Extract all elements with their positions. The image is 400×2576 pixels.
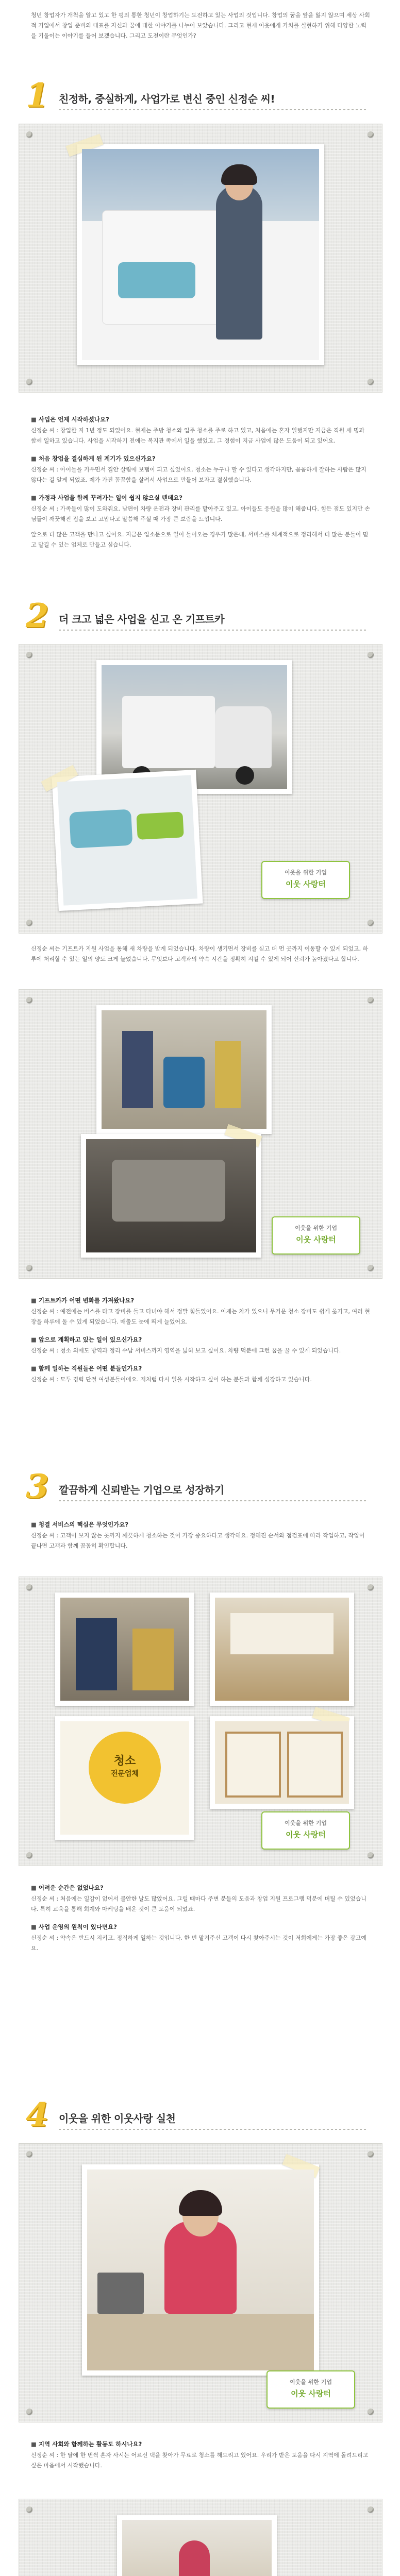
answer: 신정순 씨 : 한 달에 한 번씩 혼자 사시는 어르신 댁을 찾아가 무료로 청소를 해드리고 있어요. 우리가 받은 도움을 다시 지역에 돌려드리고 싶은 마음에서 시작했습니다. bbox=[31, 2452, 369, 2469]
logo-name: 이웃 사랑터 bbox=[286, 1830, 326, 1839]
logo-tagline: 이웃을 위한 기업 bbox=[284, 1820, 327, 1826]
answer: 신정순 씨 : 고객이 보지 않는 곳까지 깨끗하게 청소하는 것이 가장 중요하다고 생각해요. 정해진 순서와 점검표에 따라 작업하고, 작업이 끝나면 고객과 함께 꼼꼼히 확인합니다. bbox=[31, 1532, 365, 1549]
pin-icon bbox=[26, 2409, 32, 2415]
photo-image bbox=[215, 1721, 349, 1804]
photo-board-4 bbox=[19, 1577, 382, 1866]
section-3-intro bbox=[31, 1512, 371, 1556]
photo-van-logo bbox=[52, 770, 203, 911]
pin-icon bbox=[26, 652, 32, 658]
logo-tagline: 이웃을 위한 기업 bbox=[294, 1225, 338, 1231]
divider bbox=[59, 630, 368, 631]
question: ■ 앞으로 계획하고 있는 일이 있으신가요? bbox=[31, 1334, 371, 1345]
logo-tagline: 이웃을 위한 기업 bbox=[284, 869, 327, 876]
photo-storage bbox=[55, 1592, 194, 1706]
photo-cleaning-floor bbox=[117, 2515, 277, 2576]
section-3-body bbox=[31, 1875, 371, 1959]
company-logo bbox=[261, 1811, 350, 1850]
pin-icon bbox=[26, 2506, 32, 2513]
section-title: 깔끔하게 신뢰받는 기업으로 성장하기 bbox=[59, 1484, 224, 1496]
section-2-body bbox=[31, 943, 371, 970]
pin-icon bbox=[26, 379, 32, 385]
pin-icon bbox=[368, 920, 374, 926]
photo-woman-at-desk bbox=[82, 2164, 319, 2376]
photo-image bbox=[86, 1139, 256, 1252]
pin-icon bbox=[368, 997, 374, 1003]
intro-text: 청년 창업자가 개척을 알고 있고 한 평의 통한 청년이 창업하기는 도전하고 있는 사업의 것입니다. 창업의 꿈을 앞을 잃지 않으며 세상 사회적 기업에서 창업 준비의 대표를 자신과 꿈에 대한 이야기를 나누어 보았습니다. 그리고 현재 이웃에게 가치를 실현하기 위해 다양한 노력을 기울이는 이야기를 들어 보겠습니다. 그리고 도전이란 무엇인가? bbox=[31, 12, 370, 39]
photo-image bbox=[122, 2520, 272, 2576]
pin-icon bbox=[26, 997, 32, 1003]
badge-subtitle: 전문업체 bbox=[110, 1770, 139, 1778]
logo-tagline: 이웃을 위한 기업 bbox=[289, 2379, 332, 2385]
answer: 신정순 씨 : 약속은 반드시 지키고, 정직하게 일하는 것입니다. 한 번 맡겨주신 고객이 다시 찾아주시는 것이 저희에게는 가장 좋은 광고예요. bbox=[31, 1935, 366, 1952]
pin-icon bbox=[26, 131, 32, 138]
photo-image bbox=[60, 1721, 189, 1835]
pin-icon bbox=[368, 2506, 374, 2513]
question: ■ 지역 사회와 함께하는 활동도 하시나요? bbox=[31, 2439, 371, 2449]
pin-icon bbox=[26, 1852, 32, 1858]
section-4-header bbox=[26, 2097, 376, 2138]
pin-icon bbox=[368, 1265, 374, 1271]
question: ■ 청결 서비스의 핵심은 무엇인가요? bbox=[31, 1519, 371, 1530]
question: ■ 어려운 순간은 없었나요? bbox=[31, 1883, 371, 1893]
photo-certificates bbox=[210, 1716, 354, 1809]
answer: 신정순 씨 : 처음에는 일감이 없어서 불안한 날도 많았어요. 그럴 때마다 주변 분들의 도움과 창업 지원 프로그램 덕분에 버틸 수 있었습니다. 특히 교육을 통해 회계와 마케팅을 배운 것이 큰 도움이 되었죠. bbox=[31, 1895, 366, 1912]
answer: 신정순 씨 : 아이들을 키우면서 집안 살림에 보탬이 되고 싶었어요. 청소는 누구나 할 수 있다고 생각하지만, 꼼꼼하게 잘하는 사람은 많지 않다는 걸 알게 되었죠. 제가 가진 꼼꼼함을 살려서 사업으로 만들어 보자고 결심했습니다. bbox=[31, 466, 366, 483]
section-3-header bbox=[26, 1468, 376, 1510]
section-number: 2 bbox=[26, 597, 49, 635]
answer: 신정순 씨 : 가족들이 많이 도와줘요. 남편이 차량 운전과 장비 관리를 맡아주고 있고, 아이들도 응원을 많이 해줍니다. 힘든 점도 있지만 손님들이 깨끗해진 집을 보고 고맙다고 말씀해 주실 때 가장 큰 보람을 느낍니다. bbox=[31, 505, 370, 522]
question: ■ 사업 운영의 원칙이 있다면요? bbox=[31, 1922, 371, 1932]
pin-icon bbox=[368, 652, 374, 658]
section-number: 4 bbox=[26, 2096, 49, 2134]
photo-image bbox=[60, 1598, 189, 1701]
section-2-qa bbox=[31, 1288, 371, 1390]
section-number: 1 bbox=[26, 76, 49, 115]
photo-woman-with-van bbox=[77, 144, 324, 365]
divider bbox=[59, 109, 368, 110]
section-2-header bbox=[26, 598, 376, 639]
paragraph: 신정순 씨는 기프트카 지원 사업을 통해 새 차량을 받게 되었습니다. 차량이 생기면서 장비를 싣고 더 먼 곳까지 이동할 수 있게 되었고, 하루에 처리할 수 있는 일의 양도 크게 늘었습니다. 무엇보다 고객과의 약속 시간을 정확히 지킬 수 있게 되어 신뢰가 높아졌다고 합니다. bbox=[31, 945, 369, 962]
photo-board-1 bbox=[19, 124, 382, 393]
photo-badge bbox=[55, 1716, 194, 1840]
company-logo bbox=[261, 861, 350, 899]
pin-icon bbox=[26, 1584, 32, 1590]
pin-icon bbox=[368, 131, 374, 138]
pin-icon bbox=[368, 379, 374, 385]
pin-icon bbox=[26, 2151, 32, 2157]
paragraph: 앞으로 더 많은 고객을 만나고 싶어요. 지금은 입소문으로 일이 들어오는 경우가 많은데, 서비스를 체계적으로 정리해서 더 많은 분들이 믿고 맡길 수 있는 업체로 만들고 싶습니다. bbox=[31, 531, 369, 548]
answer: 신정순 씨 : 모두 경력 단절 여성분들이에요. 저처럼 다시 일을 시작하고 싶어 하는 분들과 함께 성장하고 있습니다. bbox=[31, 1376, 312, 1383]
photo-image bbox=[57, 775, 197, 905]
pin-icon bbox=[368, 1852, 374, 1858]
badge-title: 청소 bbox=[113, 1755, 136, 1768]
section-title: 더 크고 넓은 사업을 싣고 온 기프트카 bbox=[59, 613, 225, 625]
pin-icon bbox=[26, 920, 32, 926]
photo-image bbox=[215, 1598, 349, 1701]
question: ■ 가정과 사업을 함께 꾸려가는 일이 쉽지 않으실 텐데요? bbox=[31, 493, 371, 503]
divider bbox=[59, 2129, 368, 2130]
pin-icon bbox=[368, 2409, 374, 2415]
section-title: 친정하, 중실하게, 사업가로 변신 중인 신정순 씨! bbox=[59, 93, 275, 105]
pin-icon bbox=[26, 1265, 32, 1271]
section-number: 3 bbox=[26, 1467, 49, 1506]
photo-cleaning-equipment bbox=[96, 1005, 272, 1134]
answer: 신정순 씨 : 청소 외에도 방역과 정리 수납 서비스까지 영역을 넓혀 보고 싶어요. 차량 덕분에 그런 꿈을 꿀 수 있게 되었습니다. bbox=[31, 1347, 341, 1354]
photo-office-desk bbox=[210, 1592, 354, 1706]
photo-image bbox=[82, 149, 319, 360]
section-4-body bbox=[31, 2432, 371, 2476]
section-1-header bbox=[26, 77, 376, 118]
company-logo bbox=[272, 1216, 360, 1255]
photo-board-5 bbox=[19, 2143, 382, 2422]
logo-name: 이웃 사랑터 bbox=[296, 1235, 336, 1244]
company-logo bbox=[266, 2370, 355, 2409]
photo-car-interior bbox=[81, 1134, 261, 1258]
question: ■ 기프트카가 어떤 변화를 가져왔나요? bbox=[31, 1295, 371, 1306]
photo-board-2 bbox=[19, 644, 382, 934]
question: ■ 사업은 언제 시작하셨나요? bbox=[31, 414, 371, 425]
logo-name: 이웃 사랑터 bbox=[291, 2389, 331, 2398]
section-1-body bbox=[31, 407, 371, 555]
photo-board-3 bbox=[19, 989, 382, 1279]
question: ■ 함께 일하는 직원들은 어떤 분들인가요? bbox=[31, 1363, 371, 1374]
photo-board-6 bbox=[19, 2499, 382, 2576]
answer: 신정순 씨 : 예전에는 버스를 타고 장비를 들고 다녀야 해서 정말 힘들었어요. 이제는 차가 있으니 무거운 청소 장비도 쉽게 옮기고, 여러 현장을 하루에 돌 수 있게 되었습니다. 매출도 눈에 띄게 늘었어요. bbox=[31, 1308, 370, 1325]
pin-icon bbox=[368, 1584, 374, 1590]
pin-icon bbox=[368, 2151, 374, 2157]
logo-name: 이웃 사랑터 bbox=[286, 879, 326, 889]
photo-image bbox=[87, 2170, 314, 2370]
section-title: 이웃을 위한 이웃사랑 실천 bbox=[59, 2112, 176, 2125]
divider bbox=[59, 1500, 368, 1501]
answer: 신정순 씨 : 창업한 지 1년 정도 되었어요. 현재는 주방 청소와 입주 청소를 주로 하고 있고, 처음에는 혼자 일했지만 지금은 직원 세 명과 함께 일하고 있습니다. 사업을 시작하기 전에는 복지관 쪽에서 일을 했었고, 그 경험이 지금 사업에 많은 도움이 되고 있어요. bbox=[31, 427, 365, 444]
question: ■ 처음 창업을 결심하게 된 계기가 있으신가요? bbox=[31, 453, 371, 464]
photo-image bbox=[102, 1010, 266, 1129]
